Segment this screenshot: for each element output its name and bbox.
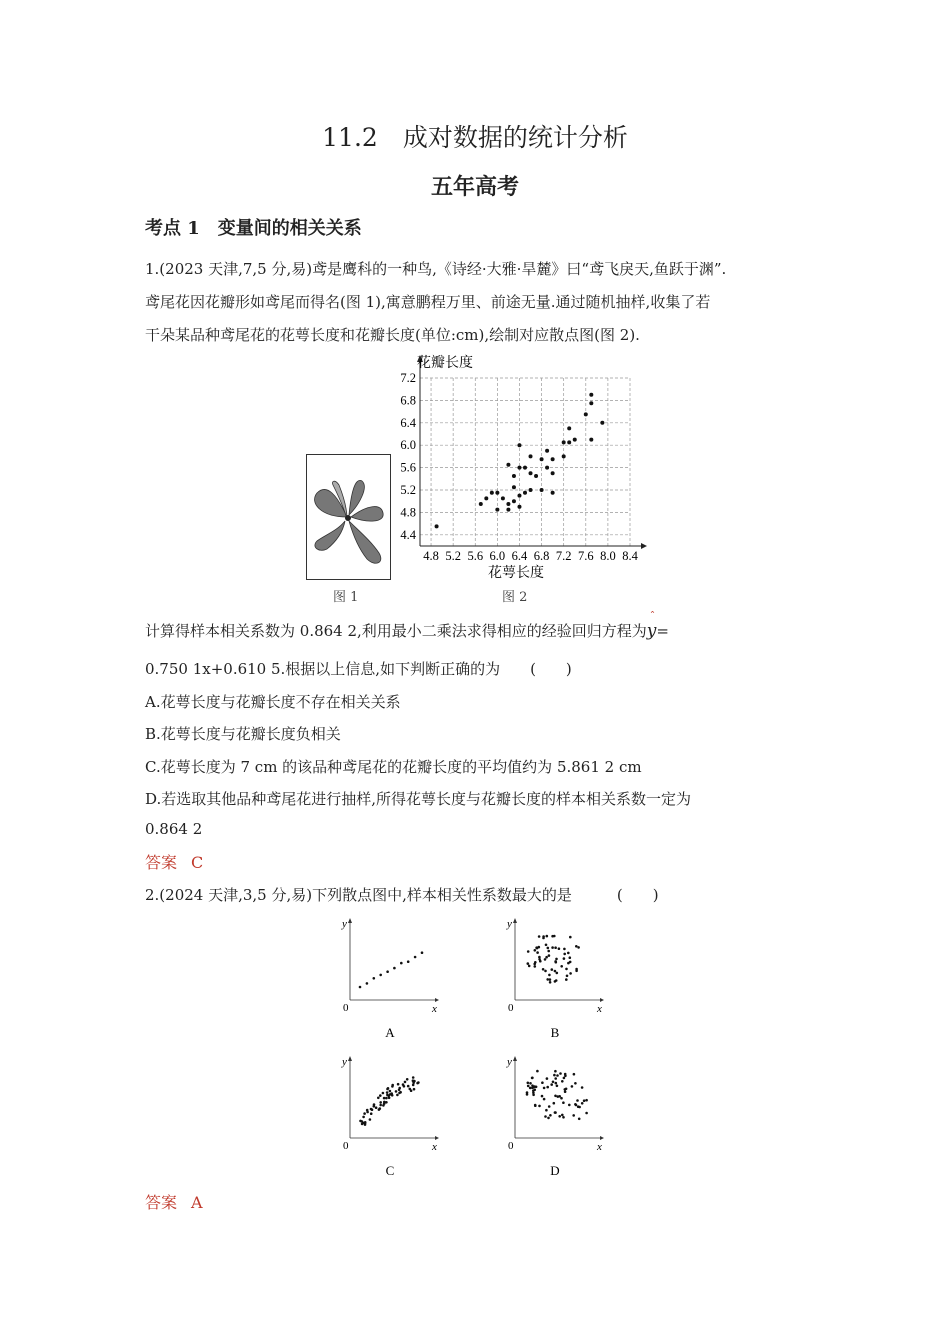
scatter-point xyxy=(490,491,494,495)
iris-flower-figure xyxy=(306,454,391,580)
panel-point xyxy=(542,968,545,971)
q1-option-c: C.花萼长度为 7 cm 的该品种鸢尾花的花瓣长度的平均值约为 5.861 2 cm xyxy=(145,758,642,776)
panel-point xyxy=(541,1095,544,1098)
x-tick-label: 8.0 xyxy=(600,549,616,563)
y-tick-label: 5.6 xyxy=(400,460,416,475)
scatter-point xyxy=(567,426,571,430)
panel-point xyxy=(545,944,548,947)
panel-x-label: x xyxy=(432,1003,437,1015)
panel-point xyxy=(370,1112,373,1115)
panel-point xyxy=(362,1116,365,1119)
panel-point xyxy=(554,1070,557,1073)
panel-point xyxy=(534,1104,537,1107)
panel-point xyxy=(383,1101,386,1104)
fig1-caption: 图 1 xyxy=(333,590,359,605)
panel-point xyxy=(369,1118,372,1121)
panel-y-arrow-icon xyxy=(348,918,352,923)
panel-point xyxy=(558,947,561,950)
panel-point xyxy=(366,982,369,985)
panel-y-label: y xyxy=(507,1056,512,1068)
panel-point xyxy=(366,1111,369,1114)
scatter-grid xyxy=(420,378,630,546)
panel-point xyxy=(388,1097,391,1100)
panel-point xyxy=(549,978,552,981)
panel-point xyxy=(395,1090,398,1093)
panel-point xyxy=(527,950,530,953)
panel-point xyxy=(558,1115,561,1118)
scatter-point xyxy=(540,488,544,492)
panel-point xyxy=(396,1094,399,1097)
panel-point xyxy=(548,974,551,977)
y-tick-label: 6.8 xyxy=(400,393,416,408)
panel-point xyxy=(563,957,566,960)
panel-point xyxy=(562,1101,565,1104)
panel-point xyxy=(382,1104,385,1107)
panel-point xyxy=(574,1082,577,1085)
panel-x-label: x xyxy=(597,1003,602,1015)
panel-point xyxy=(565,968,568,971)
q2-answer xyxy=(145,1190,203,1213)
panel-point xyxy=(555,958,558,961)
panel-point xyxy=(562,1116,565,1119)
panel-caption: C xyxy=(385,1163,395,1178)
panel-point xyxy=(527,962,530,965)
panel-point xyxy=(567,952,570,955)
scatter-point xyxy=(589,393,593,397)
panel-point xyxy=(571,1085,574,1088)
panel-point xyxy=(575,945,578,948)
panel-point xyxy=(581,1102,584,1105)
scatter-point xyxy=(529,471,533,475)
q1-option-d-cont: 0.864 2 xyxy=(145,820,203,838)
x-axis-label: 花萼长度 xyxy=(488,566,544,581)
scatter-point xyxy=(551,457,555,461)
y-tick-label: 6.0 xyxy=(400,438,416,453)
q1-info-line-2: 0.750 1x+0.610 5.根据以上信息,如下判断正确的为 ( ) xyxy=(145,660,572,678)
panel-x-arrow-icon xyxy=(435,1136,439,1140)
panel-point xyxy=(554,960,557,963)
topic-heading: 考点 1 变量间的相关关系 xyxy=(145,218,362,239)
panel-point xyxy=(414,956,417,959)
x-tick-label: 6.8 xyxy=(533,549,550,563)
panel-x-arrow-icon xyxy=(435,998,439,1002)
x-tick-label: 4.8 xyxy=(423,549,439,563)
q1-stem-line-2: 鸢尾花因花瓣形如鸢尾而得名(图 1),寓意鹏程万里、前途无量.通过随机抽样,收集了若 xyxy=(145,293,711,311)
panel-point xyxy=(563,953,566,956)
q2-stem: 2.(2024 天津,3,5 分,易)下列散点图中,样本相关性系数最大的是 ( ) xyxy=(145,886,659,904)
panel-y-arrow-icon xyxy=(348,1056,352,1061)
panel-point xyxy=(532,1092,535,1095)
panel-point xyxy=(412,1076,415,1079)
panel-point xyxy=(564,1073,567,1076)
panel-y-label: y xyxy=(342,1056,347,1068)
scatter-panel-d xyxy=(506,1056,604,1178)
panel-point xyxy=(561,1114,564,1117)
iris-flower-drawing xyxy=(307,455,390,579)
panel-point xyxy=(397,1083,400,1086)
panel-point xyxy=(412,1081,415,1084)
panel-point xyxy=(538,1105,541,1108)
panel-point xyxy=(407,1085,410,1088)
panel-point xyxy=(399,1091,402,1094)
panel-point xyxy=(565,1088,568,1091)
y-tick-label: 6.4 xyxy=(400,415,416,430)
x-tick-label: 7.6 xyxy=(577,549,594,563)
panel-caption: D xyxy=(550,1163,560,1178)
answer-value: C xyxy=(191,853,204,872)
panel-caption: B xyxy=(550,1025,560,1040)
panel-point xyxy=(379,1101,382,1104)
panel-point xyxy=(556,1085,559,1088)
panel-point xyxy=(549,1114,552,1117)
panel-origin-label: 0 xyxy=(508,1140,514,1152)
answer-value: A xyxy=(191,1193,203,1212)
q1-option-d: D.若选取其他品种鸢尾花进行抽样,所得花萼长度与花瓣长度的样本相关系数一定为 xyxy=(145,790,692,808)
panel-point xyxy=(386,970,389,973)
panel-point xyxy=(553,1102,556,1105)
panel-point xyxy=(403,1085,406,1088)
panel-point xyxy=(557,1095,560,1098)
scatter-point xyxy=(512,474,516,478)
q1-info-line-1 xyxy=(145,610,669,641)
panel-point xyxy=(553,1074,556,1077)
scatter-point xyxy=(551,491,555,495)
panel-point xyxy=(386,1094,389,1097)
panel-point xyxy=(569,972,572,975)
panel-point xyxy=(546,1086,549,1089)
panel-point xyxy=(572,1114,575,1117)
y-hat-symbol xyxy=(646,610,657,641)
scatter-point xyxy=(506,502,510,506)
panel-point xyxy=(543,1087,546,1090)
panel-point xyxy=(379,1104,382,1107)
panel-point xyxy=(382,1092,385,1095)
panel-point xyxy=(410,1089,413,1092)
panel-point xyxy=(567,962,570,965)
panel-point xyxy=(534,965,537,968)
scatter-point xyxy=(584,412,588,416)
scatter-point xyxy=(540,457,544,461)
q1-info-text: 计算得样本相关系数为 0.864 2,利用最小二乘法求得相应的经验回归方程为 xyxy=(145,622,647,640)
scatter-point xyxy=(435,524,439,528)
scatter-point xyxy=(529,454,533,458)
scatter-point xyxy=(551,471,555,475)
panel-point xyxy=(563,1077,566,1080)
panel-point xyxy=(370,1108,373,1111)
panel-point xyxy=(569,956,572,959)
panel-point xyxy=(528,965,531,968)
panel-point xyxy=(575,970,578,973)
scatter-panel-b xyxy=(506,918,604,1040)
panel-point xyxy=(547,1117,550,1120)
scatter-point xyxy=(529,488,533,492)
panel-point xyxy=(538,956,541,959)
panel-point xyxy=(554,946,557,949)
panel-point xyxy=(569,936,572,939)
panel-point xyxy=(585,1112,588,1115)
panel-y-arrow-icon xyxy=(513,1056,517,1061)
panel-point xyxy=(550,1083,553,1086)
panel-point xyxy=(552,1081,555,1084)
panel-point xyxy=(359,986,362,989)
correlation-scatter-panels xyxy=(330,915,620,1185)
scatter-point xyxy=(517,505,521,509)
panel-point xyxy=(361,1123,364,1126)
x-tick-label: 8.4 xyxy=(622,549,638,563)
y-hat-variable: y xyxy=(646,621,657,641)
q1-stem-line-3: 干朵某品种鸢尾花的花萼长度和花瓣长度(单位:cm),绘制对应散点图(图 2). xyxy=(145,326,640,344)
panel-point xyxy=(555,1082,558,1085)
scatter-point xyxy=(506,508,510,512)
x-tick-label: 5.6 xyxy=(467,549,484,563)
scatter-point xyxy=(589,438,593,442)
panel-point xyxy=(383,1097,386,1100)
scatter-point xyxy=(479,502,483,506)
panel-point xyxy=(547,947,550,950)
scatter-point xyxy=(501,496,505,500)
panel-point xyxy=(576,1099,579,1102)
panel-point xyxy=(551,968,554,971)
equals-sign: = xyxy=(656,622,669,640)
panel-point xyxy=(551,935,554,938)
scatter-point xyxy=(523,491,527,495)
panel-point xyxy=(404,1081,407,1084)
scatter-point xyxy=(567,440,571,444)
iris-scatter-plot xyxy=(385,350,650,585)
panel-point xyxy=(554,1077,557,1080)
panel-point xyxy=(556,972,559,975)
panel-point xyxy=(551,946,554,949)
panel-point xyxy=(561,1080,564,1083)
panel-point xyxy=(544,1115,547,1118)
scatter-point xyxy=(545,466,549,470)
scatter-point xyxy=(562,454,566,458)
panel-x-label: x xyxy=(432,1141,437,1153)
scatter-point xyxy=(495,508,499,512)
panel-point xyxy=(578,1118,581,1121)
panel-point xyxy=(554,1111,557,1114)
panel-point xyxy=(556,1074,559,1077)
panel-point xyxy=(547,950,550,953)
scatter-point xyxy=(562,440,566,444)
panel-point xyxy=(386,1091,389,1094)
panel-point xyxy=(564,1090,567,1093)
panel-point xyxy=(581,1086,584,1089)
section-subtitle: 五年高考 xyxy=(430,174,519,200)
y-tick-label: 7.2 xyxy=(400,371,416,385)
scatter-point xyxy=(512,485,516,489)
panel-point xyxy=(531,1077,534,1080)
y-axis-label: 花瓣长度 xyxy=(417,356,473,371)
panel-point xyxy=(527,1082,530,1085)
panel-point xyxy=(559,1072,562,1075)
panel-point xyxy=(529,1082,532,1085)
panel-y-label: y xyxy=(507,918,512,930)
panel-point xyxy=(533,1086,536,1089)
scatter-point xyxy=(506,463,510,467)
panel-point xyxy=(363,1112,366,1115)
panel-point xyxy=(548,1105,551,1108)
y-tick-label: 5.2 xyxy=(400,483,416,497)
page-title: 11.2 成对数据的统计分析 xyxy=(322,123,628,152)
panel-point xyxy=(391,1084,394,1087)
panel-point xyxy=(548,954,551,957)
x-tick-label: 6.4 xyxy=(511,549,528,563)
panel-point xyxy=(536,1070,539,1073)
panel-point xyxy=(364,1121,367,1124)
scatter-point xyxy=(589,401,593,405)
panel-point xyxy=(391,1094,394,1097)
q1-option-a: A.花萼长度与花瓣长度不存在相关关系 xyxy=(145,693,401,711)
y-tick-label: 4.4 xyxy=(400,527,416,542)
panel-point xyxy=(398,1089,401,1092)
panel-y-arrow-icon xyxy=(513,918,517,923)
panel-point xyxy=(560,1097,563,1100)
panel-point xyxy=(574,1103,577,1106)
panel-point xyxy=(534,961,537,964)
panel-point xyxy=(544,958,547,961)
panel-point xyxy=(583,1099,586,1102)
panel-point xyxy=(406,1078,409,1081)
panel-point xyxy=(568,1104,571,1107)
panel-point xyxy=(546,1077,549,1080)
scatter-point xyxy=(517,443,521,447)
panel-point xyxy=(379,1107,382,1110)
panel-y-label: y xyxy=(342,918,347,930)
scatter-point xyxy=(517,494,521,498)
panel-point xyxy=(545,1109,548,1112)
panel-point xyxy=(421,951,424,954)
panel-point xyxy=(535,946,538,949)
panel-point xyxy=(546,978,549,981)
panel-point xyxy=(379,1094,382,1097)
panel-point xyxy=(400,962,403,965)
x-tick-label: 6.0 xyxy=(489,549,506,563)
panel-point xyxy=(546,935,549,938)
panel-point xyxy=(554,1095,557,1098)
panel-point xyxy=(549,981,552,984)
x-tick-label: 7.2 xyxy=(555,549,572,563)
panel-point xyxy=(554,970,557,973)
panel-point xyxy=(387,1087,390,1090)
panel-x-arrow-icon xyxy=(600,1136,604,1140)
panel-point xyxy=(373,1105,376,1108)
scatter-point xyxy=(573,438,577,442)
panel-point xyxy=(565,978,568,981)
scatter-point xyxy=(534,474,538,478)
answer-label: 答案 xyxy=(145,853,178,872)
panel-point xyxy=(566,975,569,978)
q1-stem-line-1: 1.(2023 天津,7,5 分,易)鸢是鹰科的一种鸟,《诗经·大雅·旱麓》曰“鸢飞戾天,鱼跃于渊”. xyxy=(145,260,727,278)
panel-point xyxy=(534,949,537,952)
panel-point xyxy=(385,1097,388,1100)
panel-point xyxy=(578,1106,581,1109)
scatter-point xyxy=(517,466,521,470)
panel-point xyxy=(527,1085,530,1088)
panel-point xyxy=(375,1106,378,1109)
panel-point xyxy=(573,1073,576,1076)
x-axis-arrow-icon xyxy=(641,543,647,549)
panel-point xyxy=(544,970,547,973)
q1-answer xyxy=(145,850,203,873)
panel-origin-label: 0 xyxy=(508,1002,514,1014)
panel-point xyxy=(416,1082,419,1085)
hat-mark: ˆ xyxy=(649,610,656,623)
panel-point xyxy=(545,956,548,959)
panel-point xyxy=(560,965,563,968)
panel-x-arrow-icon xyxy=(600,998,604,1002)
panel-point xyxy=(412,1084,415,1087)
panel-point xyxy=(536,951,539,954)
panel-point xyxy=(542,935,545,938)
panel-point xyxy=(543,1098,546,1101)
panel-point xyxy=(379,974,382,977)
panel-point xyxy=(413,1088,416,1091)
q1-option-b: B.花萼长度与花瓣长度负相关 xyxy=(145,725,341,743)
scatter-point xyxy=(545,449,549,453)
scatter-point xyxy=(484,496,488,500)
scatter-point xyxy=(512,499,516,503)
panel-point xyxy=(541,1081,544,1084)
panel-point xyxy=(563,948,566,951)
panel-point xyxy=(526,1091,529,1094)
scatter-point xyxy=(495,491,499,495)
panel-point xyxy=(389,1090,392,1093)
panel-point xyxy=(555,979,558,982)
scatter-panel-c xyxy=(341,1056,439,1178)
panel-caption: A xyxy=(385,1025,395,1040)
panel-point xyxy=(538,958,541,961)
panel-point xyxy=(538,935,541,938)
panel-origin-label: 0 xyxy=(343,1002,349,1014)
panel-origin-label: 0 xyxy=(343,1140,349,1152)
scatter-point xyxy=(523,466,527,470)
scatter-point xyxy=(600,421,604,425)
y-tick-label: 4.8 xyxy=(400,505,416,520)
fig2-caption: 图 2 xyxy=(502,590,528,605)
panel-point xyxy=(373,977,376,980)
panel-point xyxy=(577,946,580,949)
scatter-panel-a xyxy=(341,918,439,1040)
panel-point xyxy=(585,1099,588,1102)
panel-point xyxy=(377,1097,380,1100)
answer-label: 答案 xyxy=(145,1193,178,1212)
panel-point xyxy=(407,960,410,963)
panel-point xyxy=(529,1087,532,1090)
panel-x-label: x xyxy=(597,1141,602,1153)
panel-point xyxy=(393,967,396,970)
x-tick-label: 5.2 xyxy=(445,549,461,563)
